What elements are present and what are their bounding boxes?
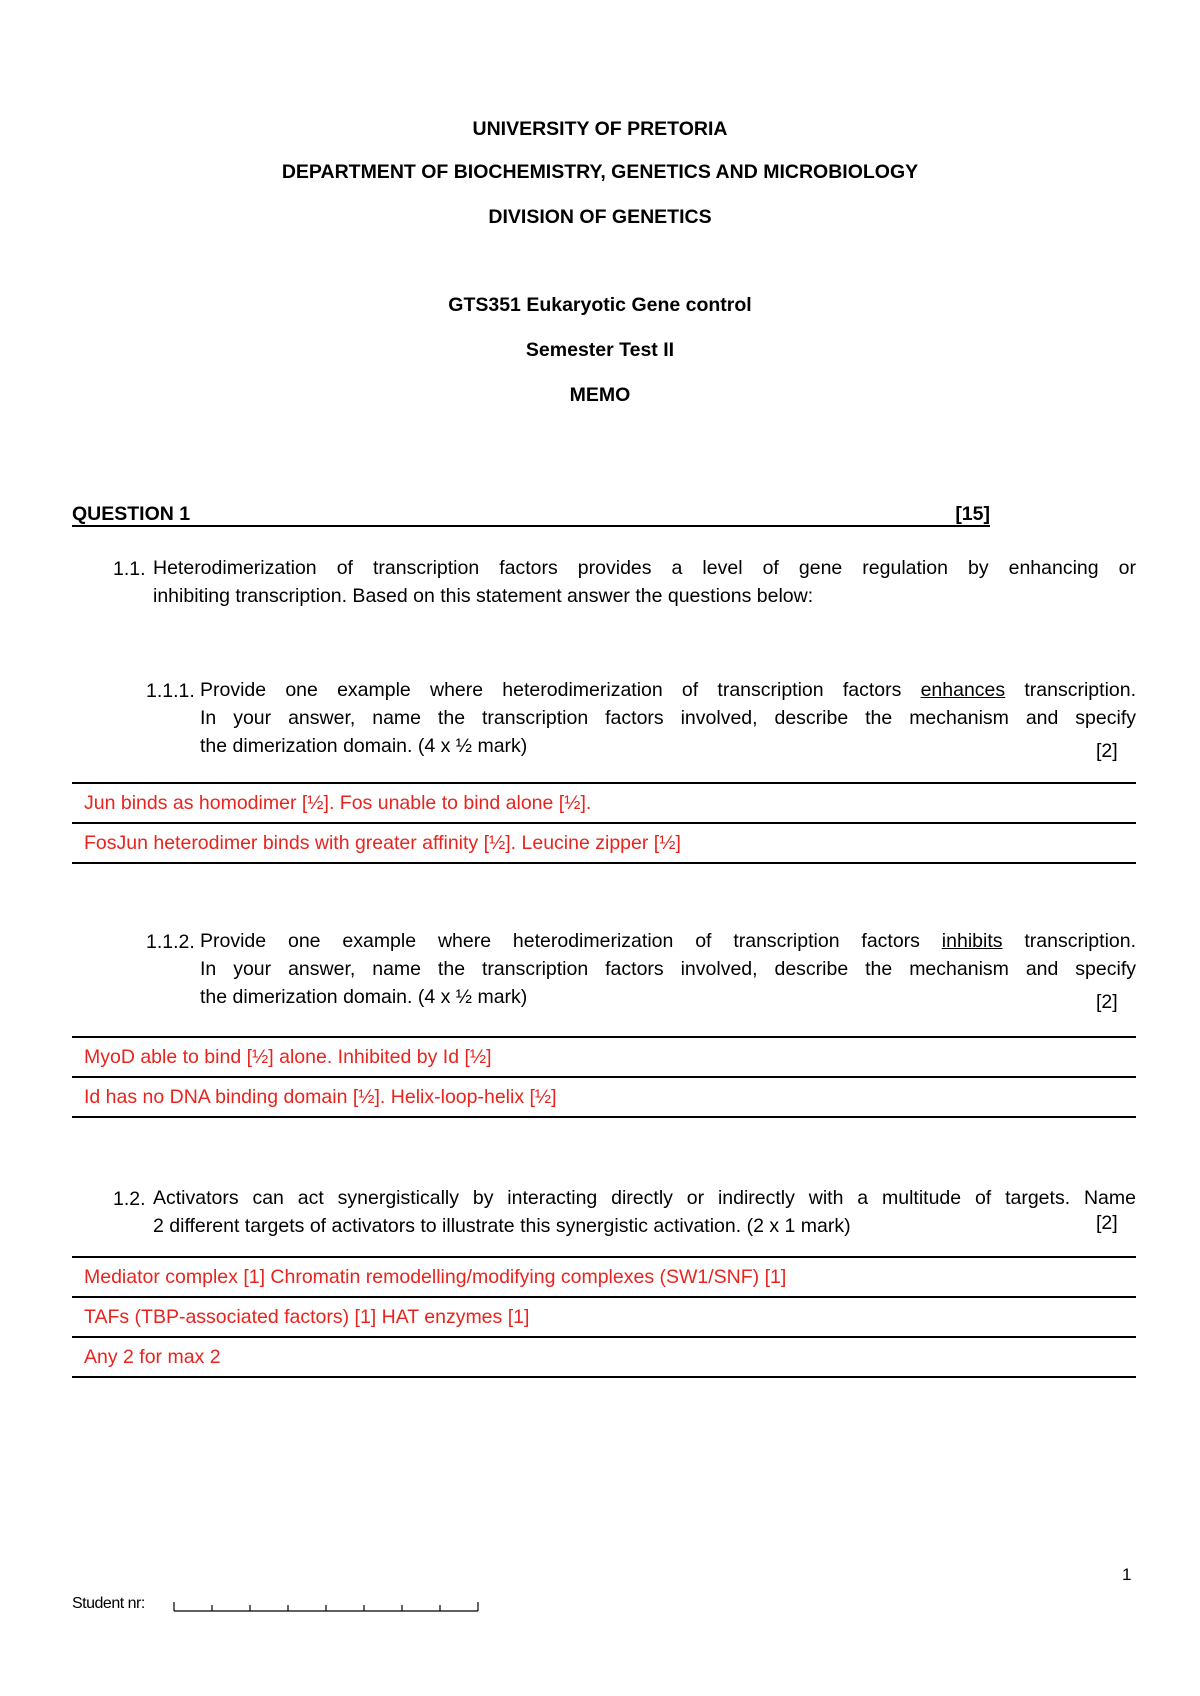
answer-row: Id has no DNA binding domain [½]. Helix-loop-helix [½]: [72, 1078, 1136, 1118]
answer-row: FosJun heterodimer binds with greater affinity [½]. Leucine zipper [½]: [72, 824, 1136, 864]
q1-2-marks: [2]: [1096, 1212, 1118, 1234]
student-number-boxes[interactable]: [173, 1600, 483, 1614]
department-name: DEPARTMENT OF BIOCHEMISTRY, GENETICS AND MICROBIOLOGY: [281, 161, 919, 183]
q1-1-line1: Heterodimerization of transcription factors provides a level of gene regulation by enhancing or: [153, 557, 1136, 579]
q1-1-line2: inhibiting transcription. Based on this statement answer the questions below:: [153, 585, 814, 607]
q1-2-answer-box: [72, 1256, 1136, 1378]
q1-1-1-text-before: Provide one example where heterodimerization of transcription factors: [200, 679, 902, 701]
q1-1-2-text-after: transcription.: [1024, 930, 1137, 952]
q1-1-1-number: 1.1.1.: [146, 680, 195, 702]
student-number-label: Student nr:: [72, 1595, 145, 1612]
memo-label: MEMO: [569, 384, 631, 406]
q1-1-2-marks: [2]: [1096, 991, 1118, 1013]
q1-1-2-line2: In your answer, name the transcription factors involved, describe the mechanism and specify: [200, 958, 1136, 980]
question-title: QUESTION 1: [72, 503, 191, 525]
q1-1-2-text: [200, 927, 1136, 1011]
q1-1-number: 1.1.: [113, 558, 146, 580]
q1-1-1-line1: [200, 676, 1136, 704]
q1-2-text: [153, 1184, 1136, 1240]
question-total-marks: [15]: [955, 503, 990, 525]
q1-1-2-keyword-inhibits: inhibits: [941, 930, 1003, 952]
q1-2-line1: Activators can act synergistically by interacting directly or indirectly with a multitude of targets. Name: [153, 1187, 1136, 1209]
q1-1-2-line1: [200, 927, 1136, 955]
test-title: Semester Test II: [525, 339, 675, 361]
university-name: UNIVERSITY OF PRETORIA: [472, 118, 728, 140]
answer-row: MyoD able to bind [½] alone. Inhibited by Id [½]: [72, 1038, 1136, 1078]
q1-1-1-text-after: transcription.: [1024, 679, 1137, 701]
q1-1-text: [153, 554, 1136, 610]
answer-row: Jun binds as homodimer [½]. Fos unable to bind alone [½].: [72, 784, 1136, 824]
answer-row: TAFs (TBP-associated factors) [1] HAT enzymes [1]: [72, 1298, 1136, 1338]
division-name: DIVISION OF GENETICS: [488, 206, 712, 228]
q1-1-2-number: 1.1.2.: [146, 931, 195, 953]
q1-1-1-answer-box: [72, 782, 1136, 864]
course-title: GTS351 Eukaryotic Gene control: [448, 294, 752, 316]
q1-1-2-answer-box: [72, 1036, 1136, 1118]
q1-2-number: 1.2.: [113, 1188, 146, 1210]
q1-1-1-keyword-enhances: enhances: [920, 679, 1006, 701]
q1-1-2-line3: the dimerization domain. (4 x ½ mark): [200, 986, 528, 1008]
q1-1-2-text-before: Provide one example where heterodimerization of transcription factors: [200, 930, 920, 952]
q1-1-1-line3: the dimerization domain. (4 x ½ mark): [200, 735, 528, 757]
answer-row: Any 2 for max 2: [72, 1338, 1136, 1378]
question-1-heading: [72, 503, 990, 527]
q1-1-1-line2: In your answer, name the transcription factors involved, describe the mechanism and specify: [200, 707, 1136, 729]
q1-1-1-marks: [2]: [1096, 740, 1118, 762]
q1-1-1-text: [200, 676, 1136, 760]
page-number: 1: [1122, 1565, 1132, 1584]
q1-2-line2: 2 different targets of activators to illustrate this synergistic activation. (2 x 1 mark): [153, 1215, 851, 1237]
answer-row: Mediator complex [1] Chromatin remodelling/modifying complexes (SW1/SNF) [1]: [72, 1258, 1136, 1298]
